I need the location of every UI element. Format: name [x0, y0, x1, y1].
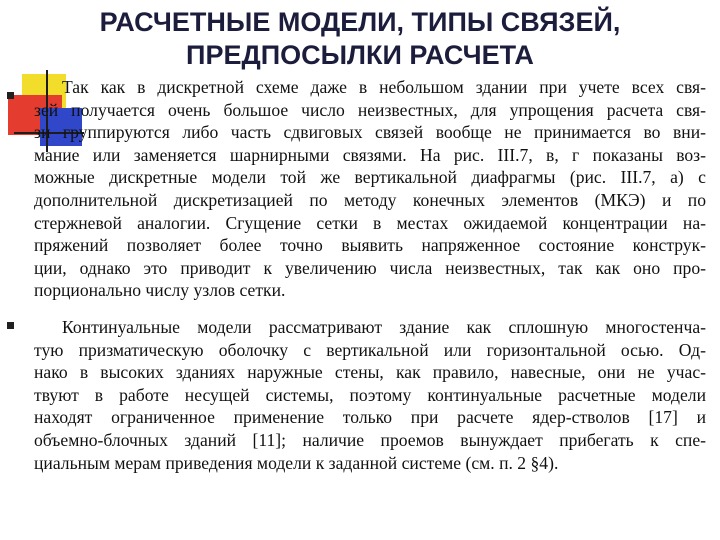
paragraph-line: стержневой аналогии. Сгущение сетки в местах ожидаемой концентрации на- [34, 212, 706, 233]
paragraph-line: циальным мерам приведения модели к заданной системе (см. п. 2 §4). [34, 452, 559, 473]
paragraph-line: нако в высоких зданиях наружные стены, как правило, навесные, они не учас- [34, 362, 706, 383]
paragraph-line: объемно-блочных зданий [11]; наличие проемов вынуждает прибегать к спе- [34, 429, 706, 450]
paragraph-line: тую призматическую оболочку с вертикальной или горизонтальной осью. Од- [34, 339, 706, 360]
paragraph-line: мание или заменяется шарнирными связями. На рис. III.7, в, г показаны воз- [34, 144, 706, 165]
paragraph-line: пряжений позволяет более точно выявить напряженное состояние конструк- [34, 235, 706, 256]
paragraph-line: ции, однако это приводит к увеличению числа неизвестных, так как оно про- [34, 257, 706, 278]
paragraph-continuum-models [34, 316, 706, 474]
paragraph-line: Так как в дискретной схеме даже в небольшом здании при учете всех свя- [62, 77, 706, 97]
bullet-icon [7, 322, 14, 329]
slide-title-line-1: РАСЧЕТНЫЕ МОДЕЛИ, ТИПЫ СВЯЗЕЙ, [99, 7, 621, 37]
bullet-icon [7, 92, 14, 99]
paragraph-line: Континуальные модели рассматривают здание как сплошную многостенча- [62, 317, 706, 337]
paragraph-line: можные дискретные модели той же вертикальной диафрагмы (рис. III.7, а) с [34, 167, 706, 188]
slide-title [0, 6, 720, 72]
slide-title-line-2: ПРЕДПОСЫЛКИ РАСЧЕТА [186, 40, 534, 70]
paragraph-line: зи группируются либо часть сдвиговых связей вообще не принимается во вни- [34, 122, 706, 143]
paragraph-line: дополнительной дискретизацией по методу конечных элементов (МКЭ) и по [34, 189, 706, 210]
paragraph-line: твуют в работе несущей системы, поэтому континуальные расчетные модели [34, 384, 706, 405]
paragraph-discrete-models [34, 76, 706, 302]
paragraph-line: находят ограниченное применение только при расчете ядер-стволов [17] и [34, 407, 706, 428]
paragraph-line: порционально числу узлов сетки. [34, 280, 286, 301]
paragraph-line: зей получается очень большое число неизвестных, для упрощения расчета свя- [34, 99, 706, 120]
